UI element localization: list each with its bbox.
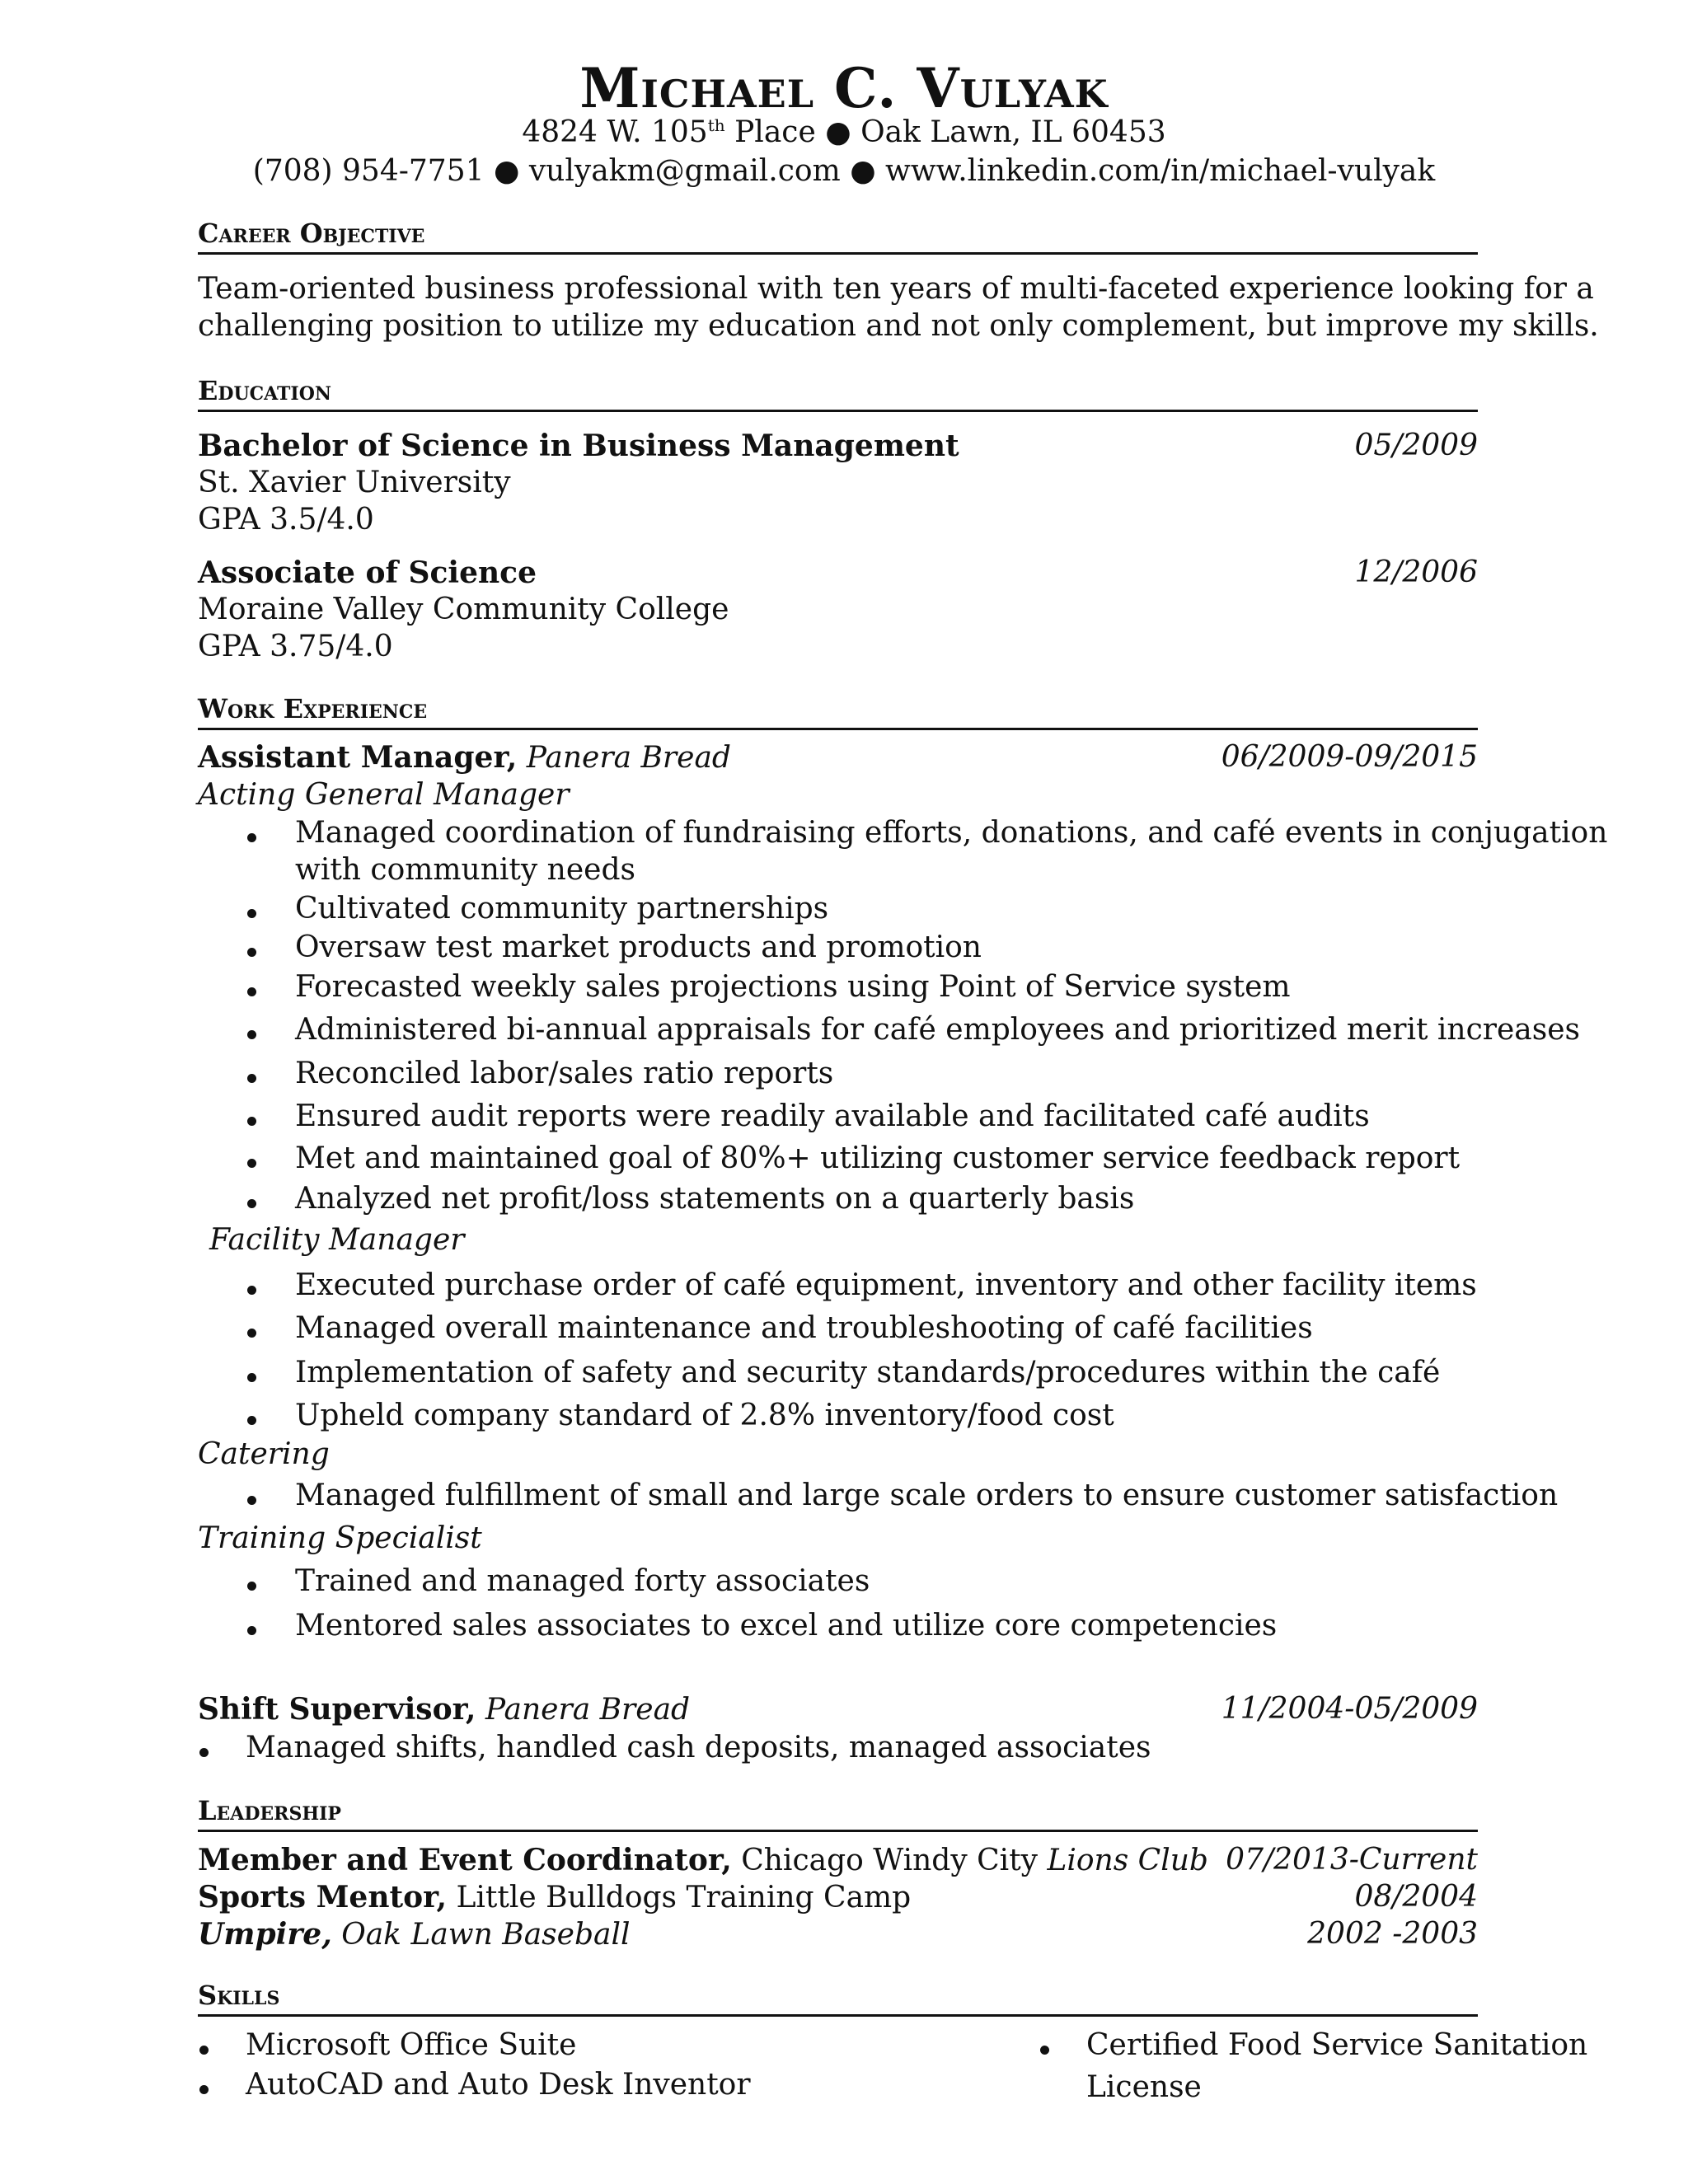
objective-line-2: challenging position to utilize my education and not only complement, but improve my skills. [198, 309, 1599, 343]
resume-name: Michael C. Vulyak [579, 56, 1109, 120]
leadership-org-3: Oak Lawn Baseball [341, 1918, 631, 1952]
role-acting-gm: Acting General Manager [198, 778, 570, 812]
section-heading-education: Education [198, 375, 1478, 412]
bullet-item: Ensured audit reports were readily available and facilitated café audits [295, 1099, 1370, 1133]
leadership-role-2: Sports Mentor, [198, 1880, 448, 1915]
section-heading-objective: Career Objective [198, 218, 1478, 255]
bullet-dot [247, 1416, 256, 1425]
bullet-dot [247, 948, 256, 957]
leadership-org-1: Chicago Windy City [741, 1844, 1038, 1877]
bullet-item: Administered bi-annual appraisals for café employees and prioritized merit increases [295, 1013, 1581, 1047]
job2-heading [198, 1692, 690, 1727]
edu-gpa-1: GPA 3.5/4.0 [198, 503, 374, 537]
leadership-date-1: 07/2013-Current [1226, 1843, 1478, 1877]
bullet-dot [199, 2046, 209, 2055]
job2-date: 11/2004-05/2009 [1221, 1692, 1478, 1726]
bullet-dot [247, 1199, 256, 1208]
role-catering: Catering [198, 1437, 330, 1471]
address-line: 4824 W. 105th Place ● Oak Lawn, IL 60453 [522, 115, 1166, 149]
phone: (708) 954-7751 [252, 154, 485, 188]
skill-item: AutoCAD and Auto Desk Inventor [246, 2068, 751, 2102]
bullet-dot [247, 1074, 256, 1083]
skill-item: Certified Food Service Sanitation [1086, 2028, 1588, 2062]
role-facility-manager: Facility Manager [209, 1223, 465, 1257]
edu-date-1: 05/2009 [1354, 429, 1478, 462]
bullet-dot [247, 987, 256, 996]
edu-degree-1: Bachelor of Science in Business Management [198, 429, 959, 463]
leadership-row-1 [198, 1843, 1208, 1877]
bullet-dot [247, 1582, 256, 1591]
bullet-dot [247, 833, 256, 842]
leadership-date-2: 08/2004 [1354, 1880, 1478, 1914]
leadership-row-2 [198, 1880, 911, 1915]
bullet-item: Forecasted weekly sales projections using Point of Service system [295, 970, 1291, 1004]
leadership-org-2: Little Bulldogs Training Camp [456, 1881, 912, 1915]
section-heading-skills: Skills [198, 1980, 1478, 2017]
edu-school-1: St. Xavier University [198, 466, 511, 499]
bullet-dot [247, 1329, 256, 1338]
bullet-dot [247, 1496, 256, 1505]
bullet-item: Upheld company standard of 2.8% inventory/food cost [295, 1399, 1114, 1432]
bullet-item: Managed overall maintenance and troubleshooting of café facilities [295, 1311, 1313, 1345]
bullet-item: Met and maintained goal of 80%+ utilizing customer service feedback report [295, 1141, 1461, 1175]
edu-degree-2: Associate of Science [198, 555, 537, 590]
bullet-dot [247, 909, 256, 918]
address-street: 4824 W. 105 [522, 115, 708, 149]
bullet-item: Trained and managed forty associates [295, 1564, 870, 1598]
bullet-dot [1040, 2046, 1049, 2055]
bullet-dot [247, 1373, 256, 1382]
job1-title: Assistant Manager, [198, 740, 518, 775]
bullet-dot [247, 1030, 256, 1039]
bullet-dot [247, 1159, 256, 1168]
edu-gpa-2: GPA 3.75/4.0 [198, 630, 393, 663]
bullet-item: Mentored sales associates to excel and utilize core competencies [295, 1609, 1278, 1643]
address-place: Place [724, 115, 816, 149]
section-heading-work: Work Experience [198, 693, 1478, 730]
bullet-item: Cultivated community partnerships [295, 892, 829, 926]
bullet-dot [247, 1626, 256, 1635]
contact-line: (708) 954-7751 ● vulyakm@gmail.com ● www.linkedin.com/in/michael-vulyak [252, 154, 1436, 188]
address-city: Oak Lawn, IL 60453 [860, 115, 1166, 149]
skill-item: Microsoft Office Suite [246, 2028, 577, 2062]
bullet-item: Executed purchase order of café equipment, inventory and other facility items [295, 1268, 1477, 1302]
leadership-date-3: 2002 -2003 [1307, 1917, 1478, 1951]
linkedin-link[interactable]: www.linkedin.com/in/michael-vulyak [885, 154, 1436, 188]
bullet-dot [199, 2085, 209, 2094]
role-training-specialist: Training Specialist [198, 1521, 482, 1555]
job1-date: 06/2009-09/2015 [1221, 740, 1478, 774]
address-sup: th [707, 115, 725, 135]
bullet-dot [199, 1748, 209, 1757]
bullet-dot [247, 1117, 256, 1126]
leadership-org-1-italic: Lions Club [1047, 1844, 1208, 1877]
bullet-item: Managed shifts, handled cash deposits, managed associates [246, 1731, 1151, 1765]
leadership-role-1: Member and Event Coordinator, [198, 1843, 732, 1877]
edu-date-2: 12/2006 [1354, 555, 1478, 589]
bullet-item: Managed coordination of fundraising efforts, donations, and café events in conjugation [295, 816, 1608, 850]
email-link[interactable]: vulyakm@gmail.com [528, 154, 841, 188]
bullet-item: Reconciled labor/sales ratio reports [295, 1057, 834, 1090]
bullet-dot [247, 1286, 256, 1295]
objective-line-1: Team-oriented business professional with ten years of multi-faceted experience looking for a [198, 272, 1594, 306]
section-heading-leadership: Leadership [198, 1795, 1478, 1832]
skill-item-cont: License [1086, 2070, 1202, 2104]
job1-company: Panera Bread [526, 741, 731, 775]
bullet-item-cont: with community needs [295, 853, 635, 887]
job2-title: Shift Supervisor, [198, 1692, 476, 1727]
bullet-item: Analyzed net profit/loss statements on a quarterly basis [295, 1182, 1135, 1216]
leadership-row-3 [198, 1917, 630, 1952]
job1-heading [198, 740, 731, 775]
job2-company: Panera Bread [485, 1693, 691, 1727]
bullet-item: Oversaw test market products and promotion [295, 930, 982, 964]
leadership-role-3: Umpire, [198, 1917, 332, 1952]
bullet-item: Managed fulfillment of small and large scale orders to ensure customer satisfaction [295, 1479, 1559, 1512]
bullet-item: Implementation of safety and security standards/procedures within the café [295, 1356, 1441, 1390]
edu-school-2: Moraine Valley Community College [198, 593, 729, 626]
